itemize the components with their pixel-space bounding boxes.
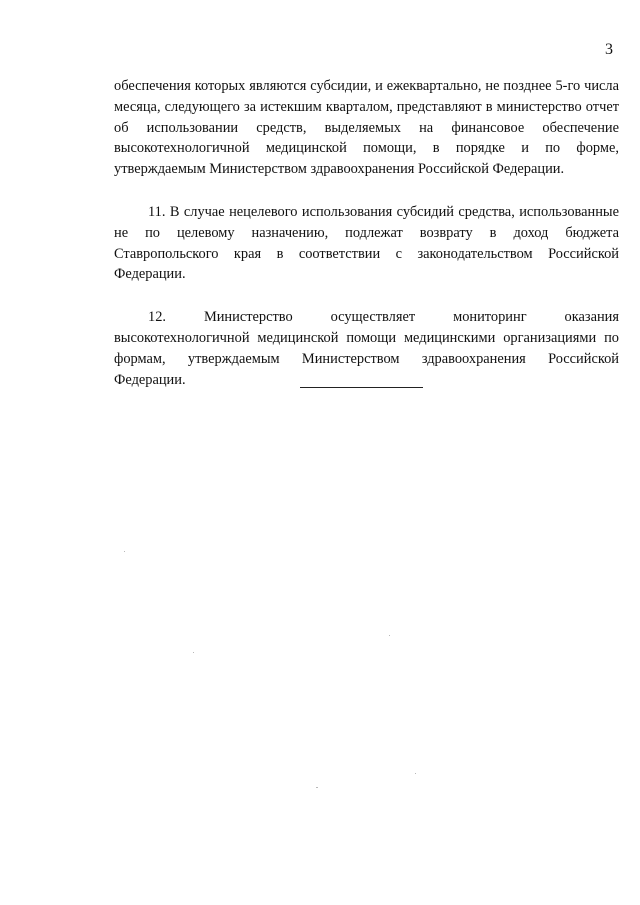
scan-speck xyxy=(389,635,390,636)
scan-speck xyxy=(316,787,318,788)
scan-speck xyxy=(124,551,125,552)
document-body xyxy=(114,76,619,390)
paragraph-12: 12. Министерство осуществляет мониторинг оказания высокотехнологичной медицинской помощи медицинскими организациями по формам, утверждаемым Министерством здравоохранения Российской Федерации. xyxy=(114,309,619,388)
end-of-document-rule xyxy=(300,387,423,388)
paragraph-continuation: обеспечения которых являются субсидии, и ежеквартально, не позднее 5-го числа месяца, следующего за истекшим кварталом, представляют в министерство отчет об использовании средств, выделяемых на финансовое обеспечение высокотехнологичной медицинской помощи, в порядке и по форме, утверждаемым Министерством здравоохранения Российской Федерации. xyxy=(114,78,619,178)
scan-speck xyxy=(415,773,416,774)
paragraph-11: 11. В случае нецелевого использования субсидий средства, использованные не по целевому назначению, подлежат возврату в доход бюджета Ставропольского края в соответствии с законодательством Российской Федерации. xyxy=(114,203,619,283)
scan-speck xyxy=(193,652,194,653)
page-number: 3 xyxy=(605,41,613,58)
